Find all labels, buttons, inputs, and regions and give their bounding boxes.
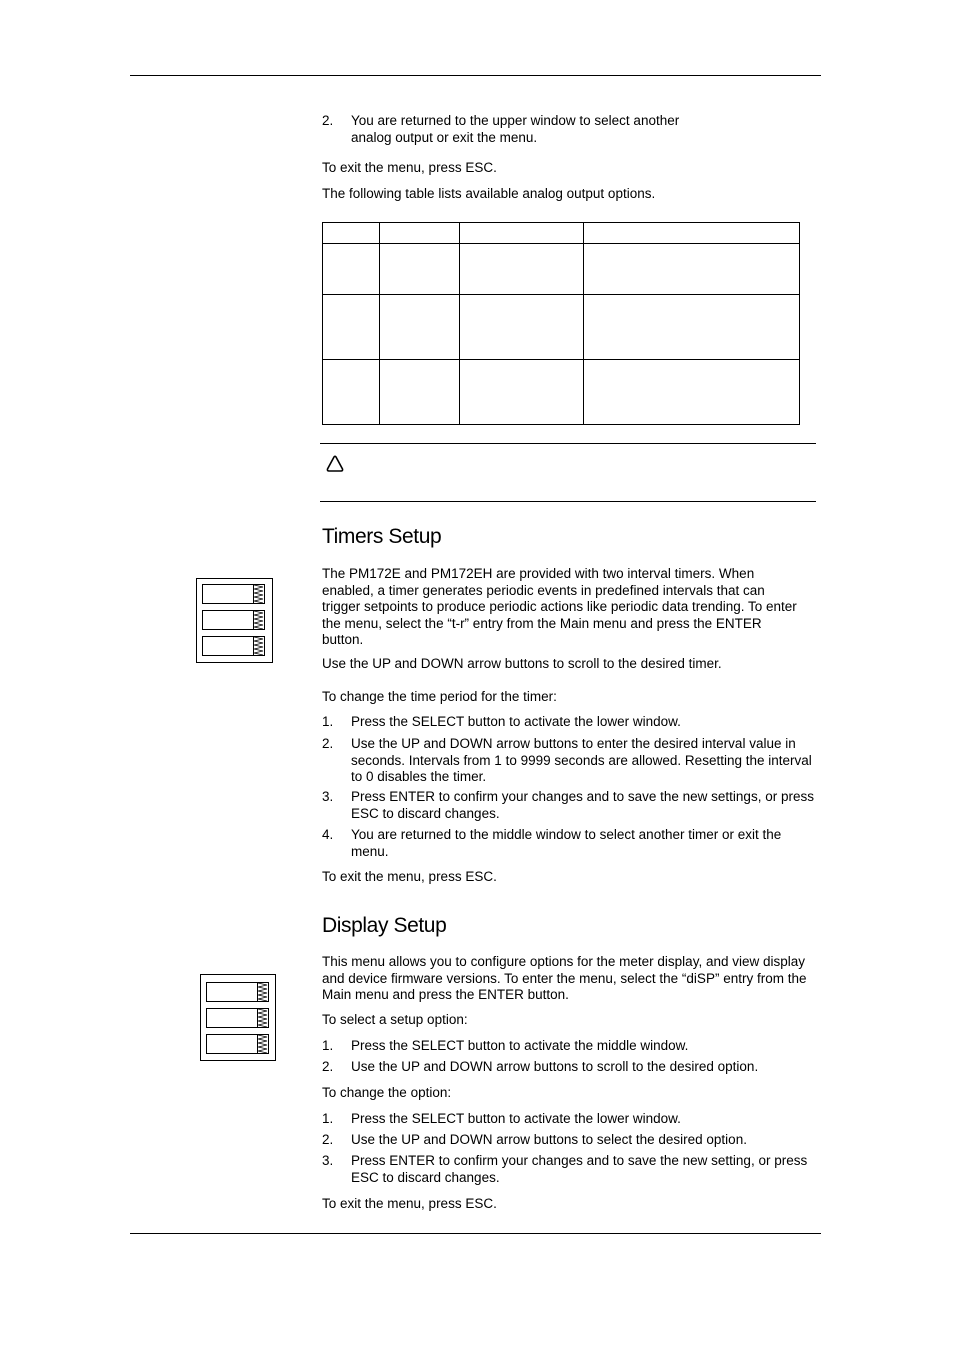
warning-triangle-icon: [325, 455, 345, 473]
table-cell: [379, 223, 459, 244]
list-item-number: 3.: [322, 1153, 334, 1168]
table-cell: [323, 360, 380, 425]
timers-intro: The PM172E and PM172EH are provided with two interval timers. When enabled, a timer generates periodic events in predefined intervals that can trigger setpoints to produce periodic actions like periodic data trending. To enter the menu, select the “t-r” entry from the Main menu and press the ENTER button.: [322, 566, 797, 647]
analog-output-table: [322, 222, 800, 425]
lcd-display-display: [200, 974, 276, 1061]
list-item-number: 1.: [322, 1038, 334, 1053]
list-item-number: 4.: [322, 827, 334, 842]
list-item-text: Use the UP and DOWN arrow buttons to select the desired option.: [351, 1132, 747, 1147]
table-cell: [459, 295, 584, 360]
display-change-intro: To change the option:: [322, 1085, 452, 1100]
list-item-text: Press ENTER to confirm your changes and to save the new settings, or press ESC to discard changes.: [351, 789, 814, 821]
table-cell: [323, 244, 380, 295]
timers-exit-text: To exit the menu, press ESC.: [322, 869, 497, 884]
timers-change-intro: To change the time period for the timer:: [322, 689, 557, 704]
table-cell: [459, 244, 584, 295]
lcd-lower-window: [206, 1034, 269, 1054]
list-item: [322, 736, 814, 786]
display-intro: This menu allows you to configure options for the meter display, and view display and device firmware versions. To enter the menu, select the “diSP” entry from the Main menu and press the ENTER button.: [322, 954, 807, 1002]
list-item-number: 2.: [322, 1059, 334, 1074]
list-item-text: Use the UP and DOWN arrow buttons to scroll to the desired option.: [351, 1059, 759, 1074]
zigzag-icon: [257, 1009, 268, 1027]
timers-scroll-text: Use the UP and DOWN arrow buttons to scroll to the desired timer.: [322, 656, 722, 671]
table-row: [323, 244, 800, 295]
list-item: [322, 789, 814, 822]
table-cell: [584, 295, 800, 360]
list-item-number: 1.: [322, 714, 334, 729]
list-item-number: 2.: [322, 736, 334, 751]
list-item: [322, 1059, 814, 1076]
lcd-upper-window: [202, 584, 265, 604]
list-item-text: You are returned to the middle window to select another timer or exit the menu.: [351, 827, 782, 859]
zigzag-icon: [257, 1035, 268, 1053]
list-item: [322, 1111, 814, 1128]
zigzag-icon: [253, 637, 264, 655]
exit-instruction: To exit the menu, press ESC.: [322, 160, 497, 175]
header-rule: [130, 75, 821, 76]
lcd-upper-window: [206, 982, 269, 1002]
list-item-text: Use the UP and DOWN arrow buttons to enter the desired interval value in seconds. Intervals from 1 to 9999 seconds are allowed. Resetting the interval to 0 disables the timer.: [351, 736, 812, 784]
note-bottom-rule: [320, 501, 816, 502]
table-row: [323, 360, 800, 425]
footer-rule: [130, 1233, 821, 1234]
table-cell: [323, 295, 380, 360]
lcd-lower-window: [202, 636, 265, 656]
list-item-text: Press the SELECT button to activate the lower window.: [351, 1111, 681, 1126]
table-cell: [584, 244, 800, 295]
table-cell: [379, 244, 459, 295]
section-heading-display: Display Setup: [322, 914, 447, 937]
list-item: [322, 1153, 814, 1186]
table-row: [323, 295, 800, 360]
zigzag-icon: [257, 983, 268, 1001]
list-item-text: Press the SELECT button to activate the lower window.: [351, 714, 681, 729]
table-header-row: [323, 223, 800, 244]
list-item-text: Press ENTER to confirm your changes and to save the new setting, or press ESC to discard changes.: [351, 1153, 808, 1185]
table-cell: [584, 360, 800, 425]
table-cell: [459, 223, 584, 244]
list-item: [322, 714, 814, 731]
list-item-number: 1.: [322, 1111, 334, 1126]
list-item: [322, 1038, 814, 1055]
display-exit-text: To exit the menu, press ESC.: [322, 1196, 497, 1211]
note-top-rule: [320, 443, 816, 444]
list-item-text: Press the SELECT button to activate the middle window.: [351, 1038, 689, 1053]
section-heading-timers: Timers Setup: [322, 525, 442, 548]
lcd-middle-window: [202, 610, 265, 630]
zigzag-icon: [253, 585, 264, 603]
list-item-text: You are returned to the upper window to select another analog output or exit the menu.: [351, 113, 680, 145]
table-cell: [379, 295, 459, 360]
zigzag-icon: [253, 611, 264, 629]
table-cell: [584, 223, 800, 244]
table-cell: [459, 360, 584, 425]
list-item-number: 3.: [322, 789, 334, 804]
display-select-intro: To select a setup option:: [322, 1012, 468, 1027]
list-item: [322, 113, 722, 146]
table-cell: [379, 360, 459, 425]
lcd-display-timers: [196, 578, 273, 663]
table-cell: [323, 223, 380, 244]
list-item: [322, 827, 814, 860]
table-intro: The following table lists available analog output options.: [322, 186, 656, 201]
list-item: [322, 1132, 814, 1149]
list-item-number: 2.: [322, 1132, 334, 1147]
lcd-middle-window: [206, 1008, 269, 1028]
list-item-number: 2.: [322, 113, 334, 128]
